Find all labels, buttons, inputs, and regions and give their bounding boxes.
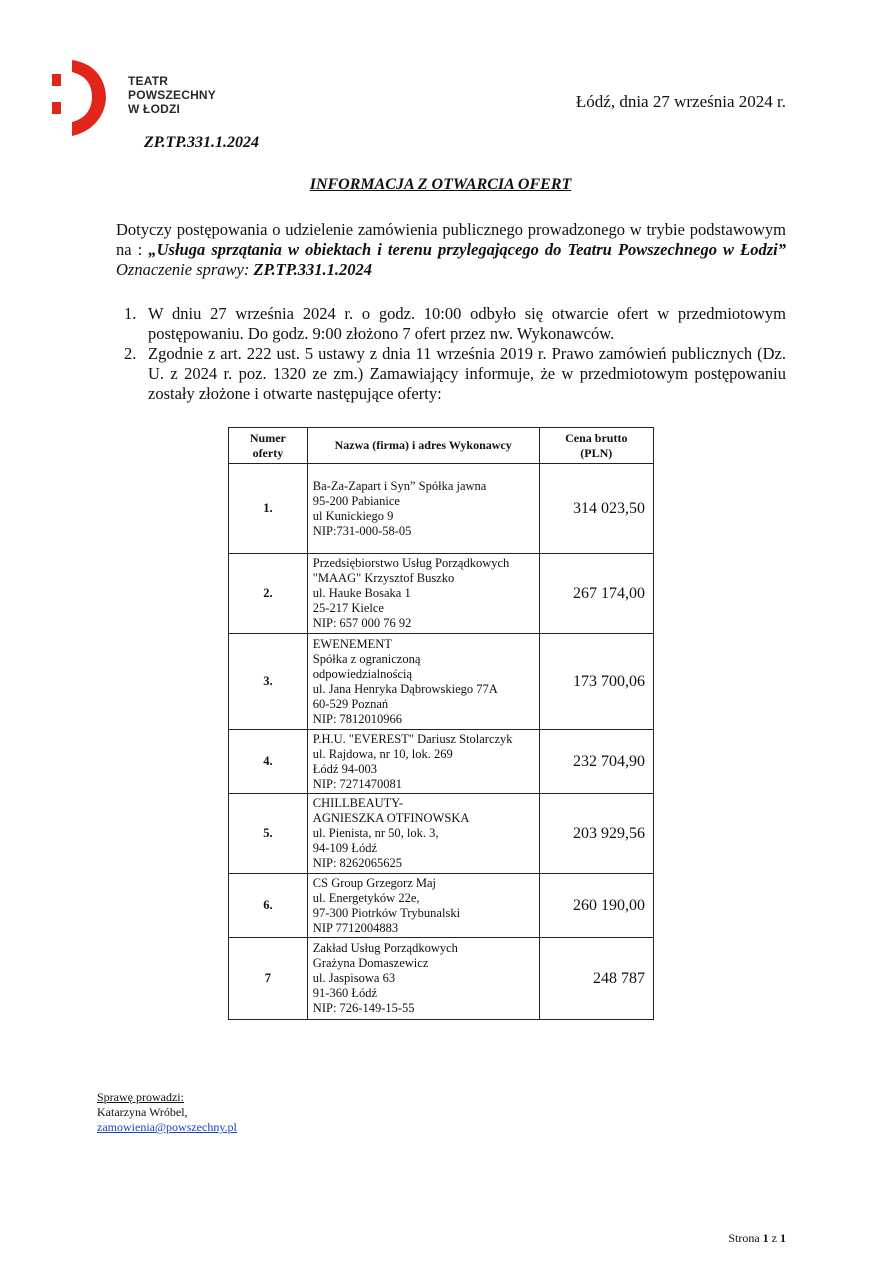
address-line: Spółka z ograniczoną: [312, 651, 421, 666]
contact-name: Katarzyna Wróbel,: [97, 1105, 188, 1119]
table-row: [229, 730, 654, 794]
address-line: Zakład Usług Porządkowych: [312, 941, 458, 955]
page-number: [728, 1231, 786, 1246]
contractor-cell: [307, 874, 539, 938]
case-reference: ZP.TP.331.1.2024: [144, 134, 259, 151]
price-cell: 267 174,00: [539, 554, 653, 634]
address-line: 94-109 Łódź: [312, 841, 378, 855]
contact-email-link[interactable]: zamowienia@powszechny.pl: [97, 1120, 237, 1134]
page-middle: z: [768, 1231, 780, 1245]
price-cell: 173 700,06: [539, 634, 653, 730]
address-line: 97-300 Piotrków Trybunalski: [312, 905, 461, 920]
address-line: P.H.U. "EVEREST" Dariusz Stolarczyk: [312, 731, 513, 746]
offer-number-cell: 7: [229, 938, 308, 1020]
address-line: Grażyna Domaszewicz: [312, 956, 429, 970]
address-line: ul. Energetyków 22e,: [312, 890, 420, 905]
header-contractor: Nazwa (firma) i adres Wykonawcy: [307, 428, 539, 464]
logo-mark-icon: [48, 56, 110, 138]
document-date: Łódź, dnia 27 września 2024 r.: [575, 92, 786, 111]
address-line: "MAAG" Krzysztof Buszko: [312, 571, 455, 585]
logo-text: [128, 74, 216, 116]
page-total: 1: [780, 1231, 786, 1245]
address-line: ul. Rajdowa, nr 10, lok. 269: [312, 746, 453, 761]
table-row: [229, 938, 654, 1020]
page-current: 1: [762, 1231, 769, 1245]
address-line: NIP: 7812010966: [312, 711, 403, 726]
address-line: ul Kunickiego 9: [312, 508, 394, 523]
price-cell: 260 190,00: [539, 874, 653, 938]
offer-number-cell: 1.: [229, 464, 308, 554]
table-row: [229, 794, 654, 874]
intro-paragraph: [116, 220, 786, 280]
logo-line-3: W ŁODZI: [128, 102, 181, 116]
offer-number-cell: 4.: [229, 730, 308, 794]
offer-number-cell: 2.: [229, 554, 308, 634]
table-row: [229, 554, 654, 634]
list-item-text: Zgodnie z art. 222 ust. 5 ustawy z dnia 11 września 2019 r. Prawo zamówień publicznych (Dz. U. z 2024 r. poz. 1320 ze zm.) Zamawiający informuje, że w przedmiotowym postępowaniu zostały złożone i otwarte następujące oferty:: [148, 344, 786, 403]
theatre-logo: [48, 56, 248, 138]
address-line: odpowiedzialnością: [312, 666, 413, 681]
address-line: NIP: 726-149-15-55: [312, 1001, 415, 1015]
footer-contact: [97, 1090, 237, 1135]
table-header-row: [229, 428, 654, 464]
table-row: [229, 634, 654, 730]
address-line: CHILLBEAUTY-: [312, 796, 404, 810]
address-line: NIP: 7271470081: [312, 776, 403, 791]
intro-subject: „Usługa sprzątania w obiektach i terenu przylegającego do Teatru Powszechnego w Łodzi”: [148, 240, 786, 259]
address-line: NIP: 8262065625: [312, 856, 403, 870]
document-title: INFORMACJA Z OTWARCIA OFERT: [309, 176, 572, 193]
list-item-text: W dniu 27 września 2024 r. o godz. 10:00 odbyło się otwarcie ofert w przedmiotowym postępowaniu. Do godz. 9:00 złożono 7 ofert przez nw. Wykonawców.: [148, 304, 786, 343]
contractor-cell: [307, 730, 539, 794]
offer-number-cell: 3.: [229, 634, 308, 730]
address-line: 25-217 Kielce: [312, 601, 384, 615]
address-line: ul. Jaspisowa 63: [312, 971, 396, 985]
contractor-cell: [307, 634, 539, 730]
address-line: Ba-Za-Zapart i Syn” Spółka jawna: [312, 478, 487, 493]
address-line: NIP:731-000-58-05: [312, 523, 412, 538]
price-cell: 248 787: [539, 938, 653, 1020]
contractor-cell: [307, 554, 539, 634]
address-line: 91-360 Łódź: [312, 986, 378, 1000]
address-line: 60-529 Poznań: [312, 696, 389, 711]
intro-text: Dotyczy postępowania o udzielenie zamówienia publicznego prowadzonego w trybie podstawowym na :: [116, 220, 786, 259]
address-line: NIP 7712004883: [312, 920, 399, 935]
address-line: ul. Pienista, nr 50, lok. 3,: [312, 826, 439, 840]
price-cell: 314 023,50: [539, 464, 653, 554]
contact-label: Sprawę prowadzi:: [97, 1090, 184, 1104]
offer-number-cell: 6.: [229, 874, 308, 938]
table-row: [229, 464, 654, 554]
numbered-points: [116, 304, 786, 404]
list-item-number: 2.: [124, 344, 137, 363]
address-line: EWENEMENT: [312, 636, 392, 651]
intro-case-label: Oznaczenie sprawy:: [116, 260, 254, 279]
price-cell: 232 704,90: [539, 730, 653, 794]
logo-line-1: TEATR: [128, 74, 169, 88]
offers-table-body: [229, 464, 654, 1020]
address-line: ul. Jana Henryka Dąbrowskiego 77A: [312, 681, 498, 696]
page-prefix: Strona: [728, 1231, 763, 1245]
address-line: 95-200 Pabianice: [312, 493, 400, 508]
address-line: Łódź 94-003: [312, 761, 378, 776]
header-offer-number: Numer oferty: [229, 428, 308, 464]
offer-number-cell: 5.: [229, 794, 308, 874]
intro-case-ref: ZP.TP.331.1.2024: [253, 260, 373, 279]
list-item: [116, 344, 786, 404]
address-line: ul. Hauke Bosaka 1: [312, 586, 411, 600]
logo-line-2: POWSZECHNY: [128, 88, 217, 102]
address-line: CS Group Grzegorz Maj: [312, 875, 437, 890]
contractor-cell: [307, 794, 539, 874]
price-cell: 203 929,56: [539, 794, 653, 874]
address-line: AGNIESZKA OTFINOWSKA: [312, 811, 470, 825]
contractor-cell: [307, 464, 539, 554]
offers-table: [228, 427, 654, 1020]
table-row: [229, 874, 654, 938]
contractor-cell: [307, 938, 539, 1020]
header-price: Cena brutto (PLN): [539, 428, 653, 464]
list-item-number: 1.: [124, 304, 137, 323]
list-item: [116, 304, 786, 344]
address-line: NIP: 657 000 76 92: [312, 616, 412, 630]
address-line: Przedsiębiorstwo Usług Porządkowych: [312, 556, 510, 570]
